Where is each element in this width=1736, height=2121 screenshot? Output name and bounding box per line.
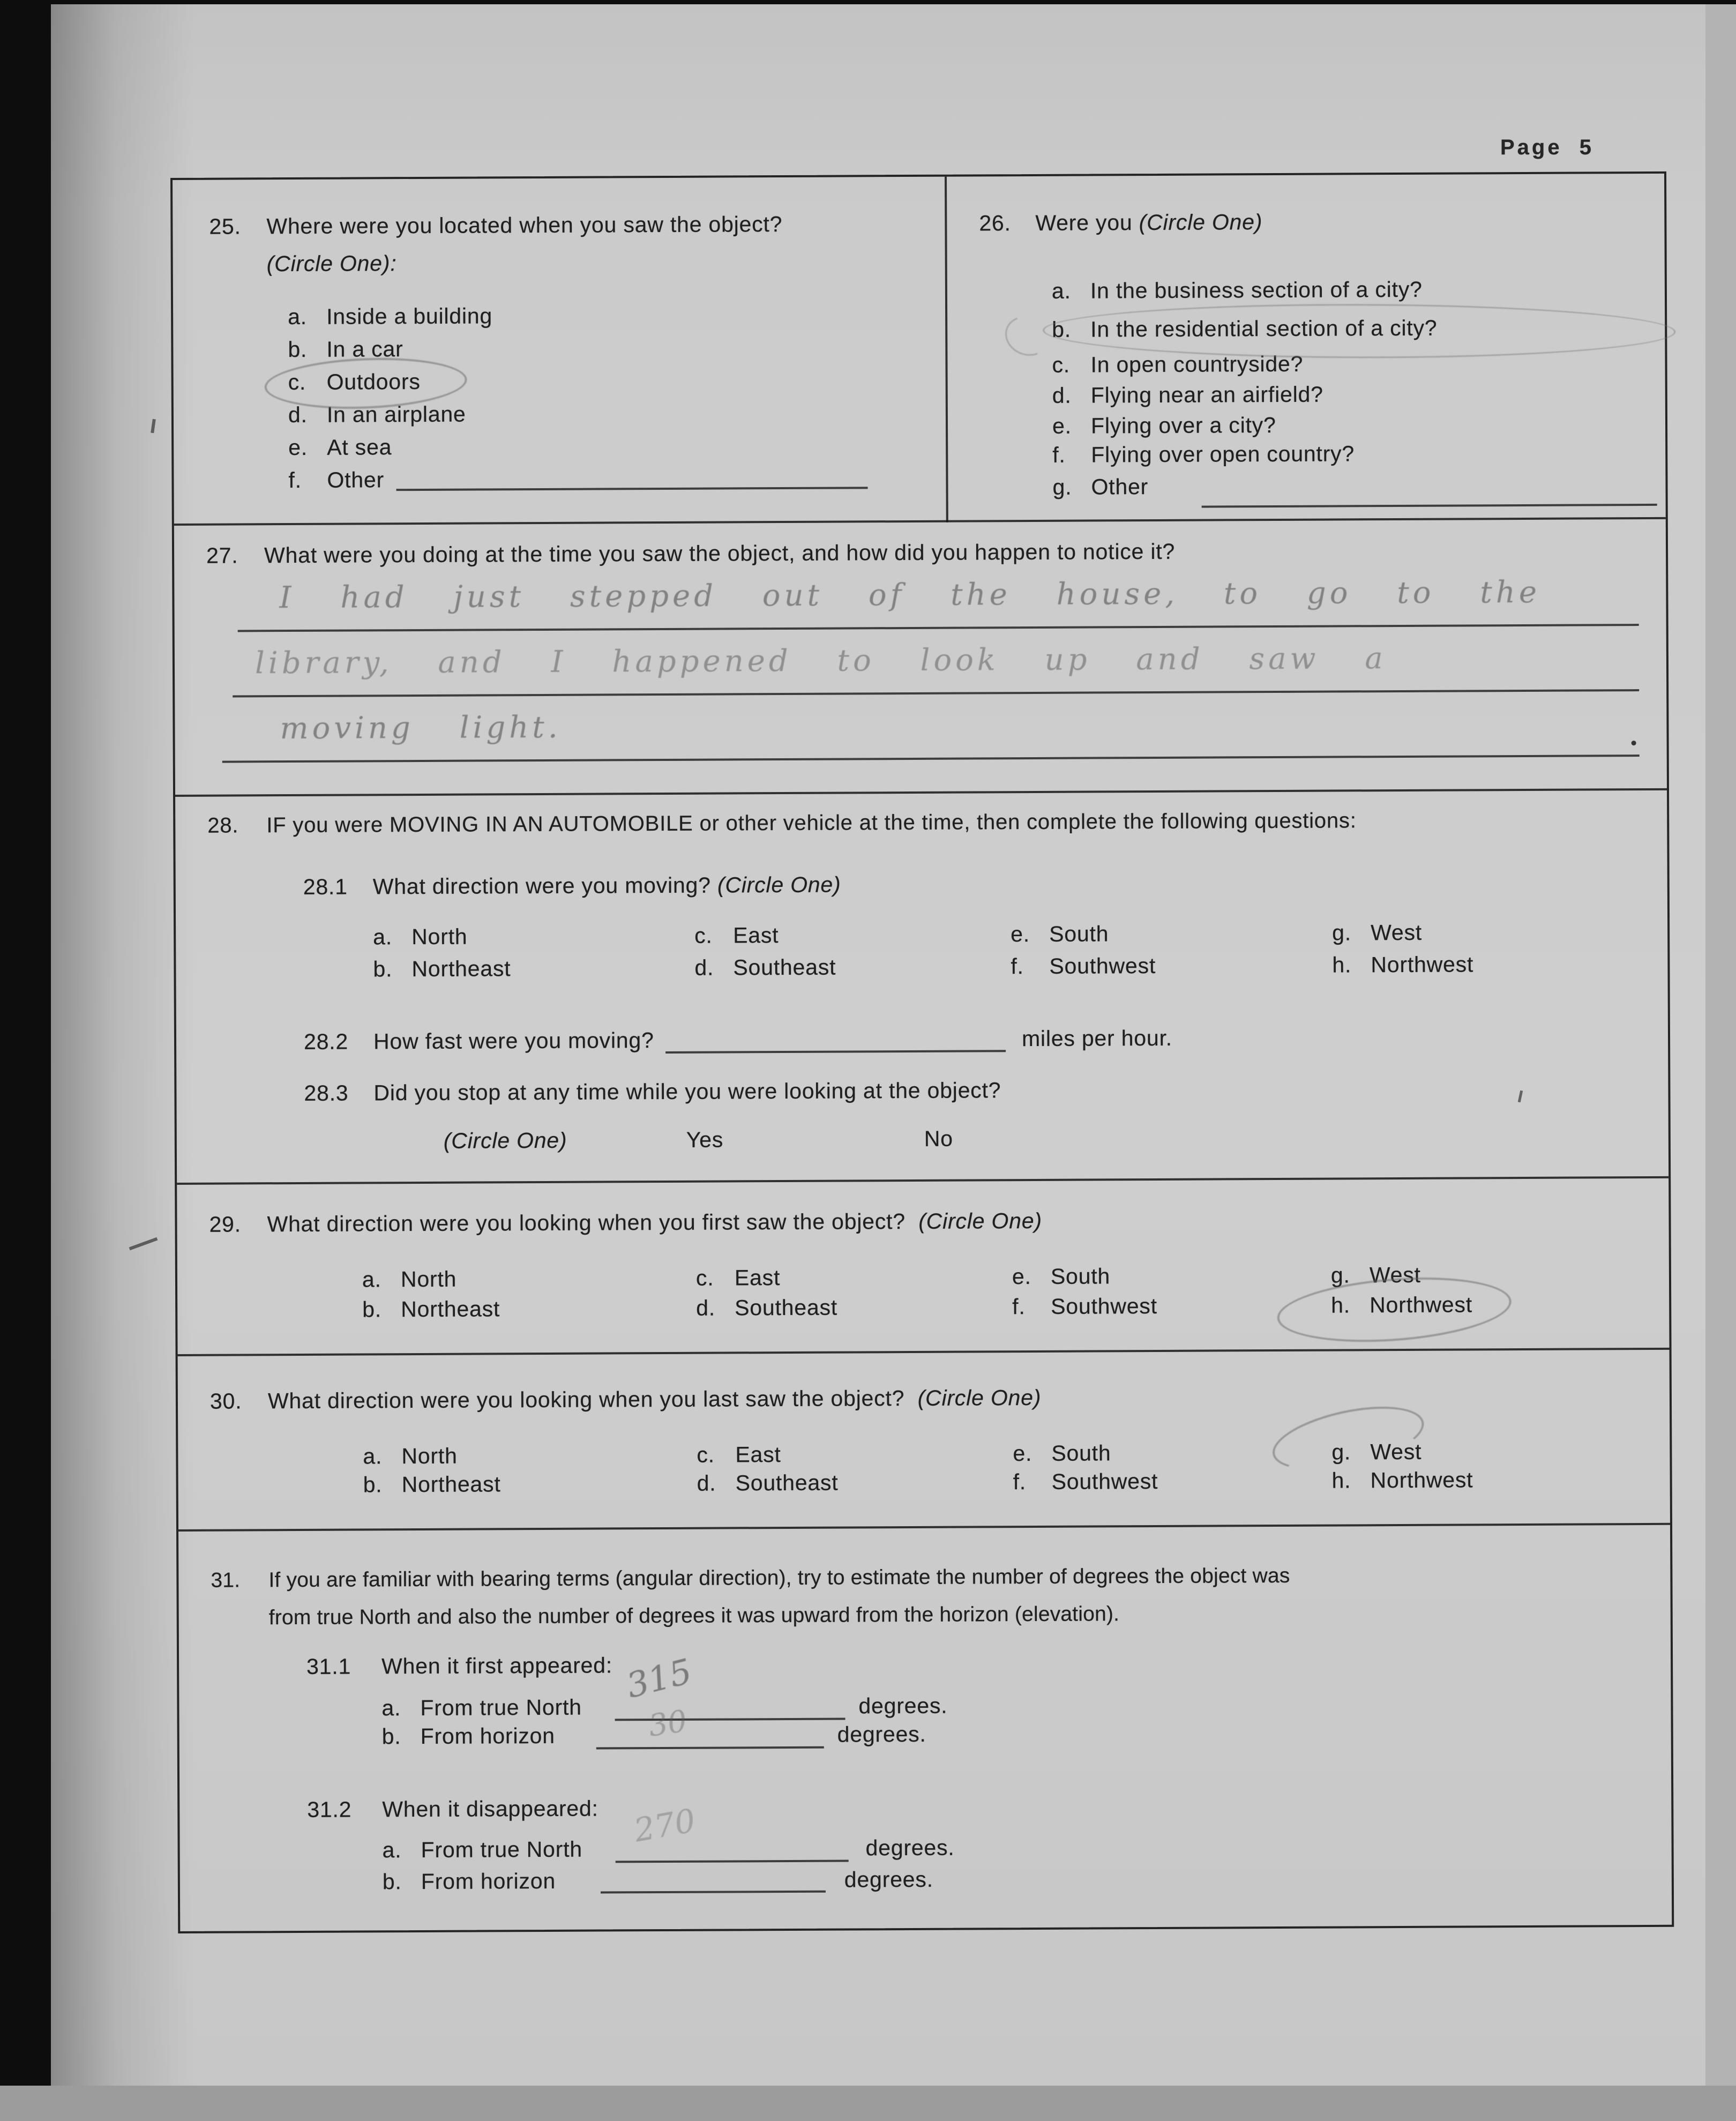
q26-option-a [1052, 276, 1423, 304]
pencil-hook-mark-icon [999, 310, 1056, 362]
q28-1-option-g: g. West [1332, 920, 1423, 945]
q31-2a-row [383, 1836, 583, 1864]
q27-handwritten-line2: library, and I happened to look up and saw a [255, 641, 1387, 681]
q28-3-number: 28.3 [304, 1080, 349, 1106]
q29-option-d: d. Southeast [696, 1295, 838, 1320]
q28-3-question: Did you stop at any time while you were looking at the object? [373, 1078, 1001, 1106]
q31-1a-row [381, 1694, 582, 1722]
q31-2a-blank [616, 1860, 849, 1863]
questionnaire-table [170, 171, 1674, 1933]
q31-1b-row [382, 1722, 555, 1750]
q28-1-question: What direction were you moving? (Circle One) [372, 872, 841, 899]
q26-option-d-label: Flying near an airfield? [1090, 382, 1323, 408]
q27-answer-line3 [222, 755, 1640, 763]
q28-1-option-f: f. Southwest [1011, 953, 1156, 979]
q28-1-option-c: c. East [694, 923, 779, 948]
divider-q30-q31 [178, 1523, 1670, 1532]
q25-option-d-label: In an airplane [326, 401, 466, 427]
q31-1b-handwritten-value: 30 [646, 1704, 690, 1744]
q25-question: Where were you located when you saw the object? [266, 212, 783, 239]
q29-option-a: a. North [362, 1266, 457, 1292]
q25-option-c-label: Outdoors [326, 369, 421, 394]
q26-option-b-letter: b. [1052, 317, 1072, 342]
q30-option-a: a. North [363, 1443, 458, 1469]
q29-question: What direction were you looking when you first saw the object? (Circle One) [267, 1208, 1042, 1237]
q28-2-question: How fast were you moving? [373, 1028, 654, 1054]
q31-2b-blank [601, 1891, 826, 1894]
q26-option-e-label: Flying over a city? [1090, 413, 1276, 438]
q25-option-b-letter: b. [288, 337, 308, 362]
q26-option-a-letter: a. [1051, 278, 1071, 303]
q29-instruction: (Circle One) [918, 1208, 1042, 1234]
q25-option-a-label: Inside a building [326, 303, 493, 329]
q29-option-e: e. South [1012, 1264, 1111, 1289]
q27-number: 27. [206, 543, 238, 568]
q26-option-b-label: In the residential section of a city? [1090, 315, 1438, 342]
q28-3-instruction: (Circle One) [443, 1127, 567, 1153]
q25-instruction: (Circle One): [266, 251, 397, 277]
q26-option-a-label: In the business section of a city? [1090, 277, 1423, 303]
scan-right-shadow [1705, 4, 1736, 2086]
q25-option-e-label: At sea [327, 435, 392, 460]
q31-question-line1: If you are familiar with bearing terms (angular direction), try to estimate the number of degrees the object was [268, 1564, 1290, 1592]
q31-2b-suffix: degrees. [844, 1866, 933, 1892]
q31-1b-blank [596, 1746, 824, 1750]
pencil-period-mark-icon [1632, 741, 1636, 745]
q31-2b-letter: b. [382, 1869, 402, 1894]
q31-1a-suffix: degrees. [858, 1693, 948, 1719]
q26-option-f-letter: f. [1052, 442, 1066, 467]
q29-number: 29. [209, 1212, 242, 1237]
q31-1a-letter: a. [381, 1696, 401, 1721]
q28-1-instruction: (Circle One) [717, 872, 841, 898]
q26-option-f [1052, 440, 1355, 468]
q28-2-number: 28.2 [303, 1029, 349, 1054]
divider-row1 [174, 517, 1666, 526]
q25-option-f [288, 466, 384, 494]
q26-option-d [1052, 381, 1323, 409]
q26-option-e-letter: e. [1052, 413, 1072, 438]
q30-option-g: g. West [1331, 1439, 1422, 1465]
q25-option-c-letter: c. [288, 369, 306, 395]
q31-1b-letter: b. [381, 1724, 401, 1749]
q26-question: Were you (Circle One) [1035, 210, 1263, 235]
scan-bottom-background [0, 2086, 1736, 2121]
q31-2a-letter: a. [382, 1838, 402, 1863]
q26-option-g-label: Other [1091, 474, 1149, 499]
divider-q25-q26 [945, 177, 948, 522]
q31-number: 31. [211, 1569, 241, 1592]
q29-option-h: h. Northwest [1331, 1292, 1473, 1318]
q28-1-option-d: d. Southeast [694, 954, 836, 980]
q31-1a-handwritten-value: 315 [623, 1652, 696, 1706]
q28-3-no: No [924, 1126, 953, 1151]
q31-2-title: When it disappeared: [382, 1796, 598, 1822]
q25-option-a-letter: a. [288, 304, 308, 330]
q31-1a-text: From true North [420, 1694, 582, 1720]
q30-instruction: (Circle One) [917, 1385, 1042, 1410]
divider-q27-q28 [175, 788, 1667, 797]
q31-1-number: 31.1 [306, 1654, 351, 1679]
q26-option-c-label: In open countryside? [1090, 351, 1304, 377]
q30-option-h: h. Northwest [1331, 1467, 1473, 1493]
q30-question: What direction were you looking when you last saw the object? (Circle One) [267, 1385, 1042, 1414]
q30-option-c: c. East [697, 1442, 781, 1467]
q29-option-b: b. Northeast [362, 1296, 500, 1322]
q30-option-b: b. Northeast [363, 1472, 501, 1497]
q26-option-g-letter: g. [1052, 474, 1072, 499]
q25-other-blank [396, 487, 868, 491]
q26-option-c-letter: c. [1052, 352, 1071, 377]
q31-2a-handwritten-value: 270 [631, 1802, 699, 1850]
q28-2-suffix: miles per hour. [1021, 1025, 1173, 1051]
q31-1b-suffix: degrees. [837, 1721, 926, 1747]
q25-option-e [288, 434, 392, 461]
q29-option-f: f. Southwest [1012, 1293, 1157, 1319]
q29-option-g: g. West [1330, 1262, 1421, 1288]
q31-1b-text: From horizon [420, 1723, 555, 1749]
q27-answer-line1 [238, 624, 1639, 632]
q28-1-option-a: a. North [373, 924, 468, 950]
q27-handwritten-line1: I had just stepped out of the house, to go to the [279, 574, 1541, 616]
q28-1-option-h: h. Northwest [1332, 952, 1474, 977]
q26-number: 26. [979, 211, 1011, 236]
q26-other-blank [1202, 504, 1657, 508]
q31-2-number: 31.2 [307, 1797, 352, 1822]
page-number: Page 5 [1500, 136, 1594, 159]
q31-2b-text: From horizon [421, 1868, 556, 1894]
q28-3-yes: Yes [686, 1127, 724, 1152]
q26-option-e [1052, 412, 1276, 439]
divider-q29-q30 [178, 1348, 1670, 1356]
q30-number: 30. [209, 1388, 242, 1414]
q25-option-a [288, 302, 492, 330]
q25-number: 25. [209, 214, 241, 239]
q25-option-f-label: Other [327, 467, 385, 492]
q28-number: 28. [207, 813, 239, 838]
q25-option-e-letter: e. [288, 435, 308, 460]
q31-2a-suffix: degrees. [865, 1835, 955, 1861]
q28-1-option-b: b. Northeast [373, 956, 511, 982]
q25-option-d-letter: d. [288, 402, 308, 428]
q27-question: What were you doing at the time you saw the object, and how did you happen to notice it? [264, 539, 1176, 568]
q27-answer-line2 [233, 689, 1639, 697]
q28-2-speed-blank [665, 1050, 1006, 1054]
q30-option-e: e. South [1013, 1440, 1111, 1466]
q31-2a-text: From true North [421, 1836, 583, 1862]
q31-question-line2: from true North and also the number of degrees it was upward from the horizon (elevation). [268, 1602, 1120, 1630]
q30-option-d: d. Southeast [697, 1470, 839, 1496]
q26-option-d-letter: d. [1052, 383, 1072, 408]
q27-handwritten-line3: moving light. [280, 710, 562, 746]
pencil-circle-northwest-icon [1275, 1270, 1514, 1349]
q31-1-title: When it first appeared: [381, 1653, 613, 1679]
q30-option-f: f. Southwest [1013, 1468, 1158, 1495]
q31-2b-row [383, 1868, 556, 1895]
q28-question: IF you were MOVING IN AN AUTOMOBILE or other vehicle at the time, then complete the following questions: [266, 809, 1357, 838]
q26-option-g [1052, 473, 1148, 501]
q26-instruction: (Circle One) [1139, 210, 1263, 235]
q28-1-number: 28.1 [303, 874, 348, 899]
q25-option-b-label: In a car [326, 337, 403, 362]
q29-option-c: c. East [695, 1265, 781, 1290]
q25-option-f-letter: f. [288, 467, 302, 493]
divider-q28-q29 [177, 1176, 1668, 1185]
q26-option-f-label: Flying over open country? [1091, 441, 1355, 467]
q28-1-option-e: e. South [1011, 921, 1109, 947]
